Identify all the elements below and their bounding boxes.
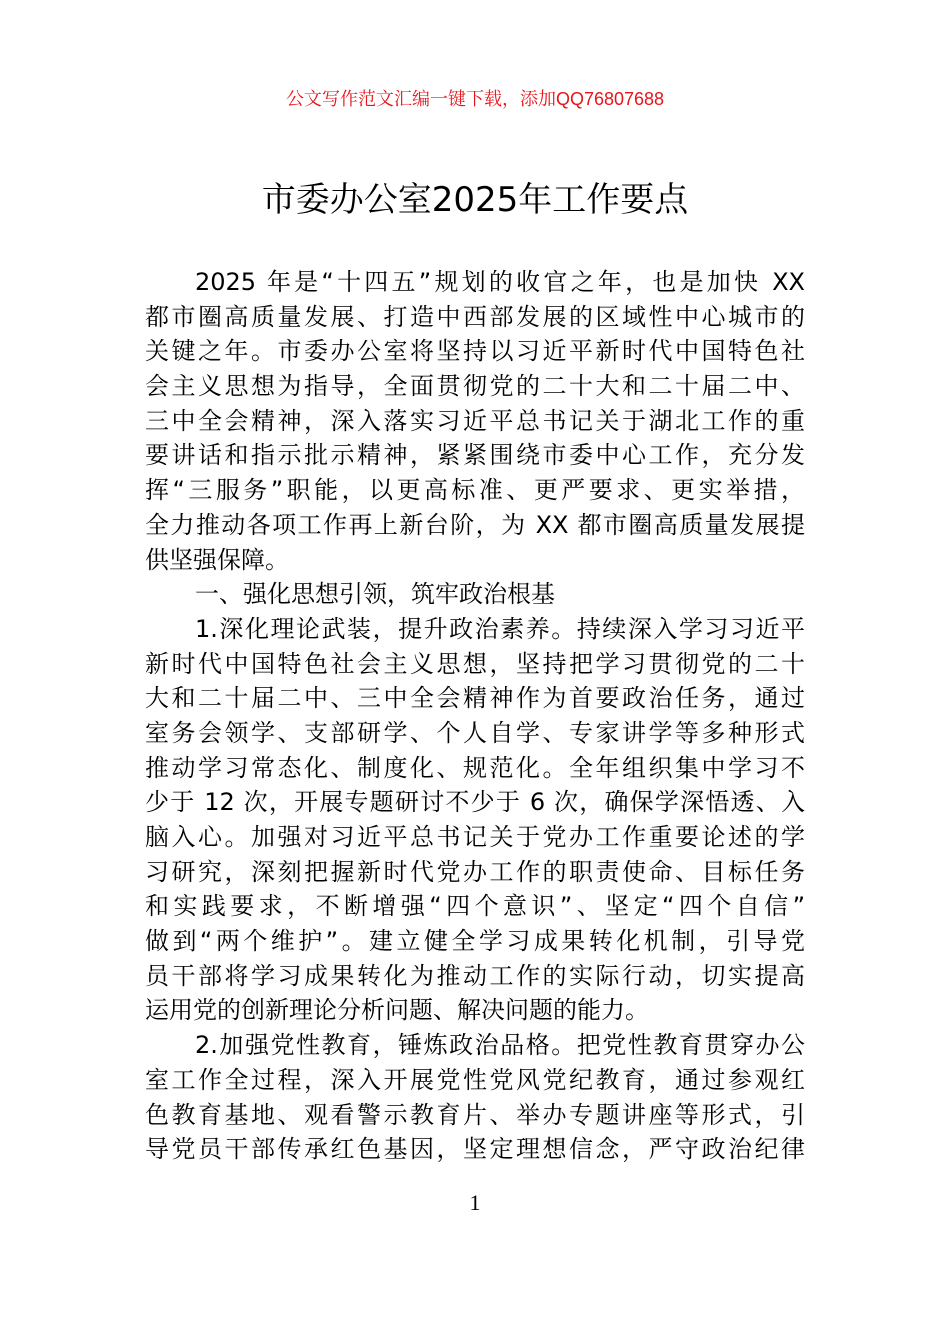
text-line: 全力推动各项工作再上新台阶，为 XX 都市圈高质量发展提 <box>145 510 805 539</box>
text-line: 员干部将学习成果转化为推动工作的实际行动，切实提高 <box>145 961 805 990</box>
text-line: 少于 12 次，开展专题研讨不少于 6 次，确保学深悟透、入 <box>145 788 805 817</box>
text-line: 色教育基地、观看警示教育片、举办专题讲座等形式，引 <box>145 1100 805 1129</box>
document-body <box>145 265 805 1167</box>
text-line: 室务会领学、支部研学、个人自学、专家讲学等多种形式 <box>145 718 805 747</box>
page-number: 1 <box>469 1190 481 1215</box>
text-line: 新时代中国特色社会主义思想，坚持把学习贯彻党的二十 <box>145 649 805 678</box>
text-line: 2.加强党性教育，锤炼政治品格。把党性教育贯穿办公 <box>195 1031 805 1060</box>
text-line: 要讲话和指示批示精神，紧紧围绕市委中心工作，充分发 <box>145 441 805 470</box>
text-line: 都市圈高质量发展、打造中西部发展的区域性中心城市的 <box>145 302 805 331</box>
document-title: 市委办公室2025年工作要点 <box>261 180 689 220</box>
text-line: 1.深化理论武装，提升政治素养。持续深入学习习近平 <box>195 614 805 643</box>
text-line: 运用党的创新理论分析问题、解决问题的能力。 <box>145 996 649 1025</box>
section-heading: 一、强化思想引领，筑牢政治根基 <box>195 580 555 609</box>
text-line: 三中全会精神，深入落实习近平总书记关于湖北工作的重 <box>145 406 805 435</box>
download-watermark-banner: 公文写作范文汇编一键下载，添加QQ76807688 <box>285 89 665 109</box>
text-line: 和实践要求，不断增强“四个意识”、坚定“四个自信” <box>145 892 805 921</box>
text-line: 做到“两个维护”。建立健全学习成果转化机制，引导党 <box>145 927 805 956</box>
text-line: 室工作全过程，深入开展党性党风党纪教育，通过参观红 <box>145 1065 805 1094</box>
text-line: 大和二十届二中、三中全会精神作为首要政治任务，通过 <box>145 684 805 713</box>
text-line: 挥“三服务”职能，以更高标准、更严要求、更实举措， <box>145 476 805 505</box>
text-line: 导党员干部传承红色基因，坚定理想信念，严守政治纪律 <box>145 1135 805 1164</box>
text-line: 推动学习常态化、制度化、规范化。全年组织集中学习不 <box>145 753 805 782</box>
text-line: 会主义思想为指导，全面贯彻党的二十大和二十届二中、 <box>145 372 805 401</box>
text-line: 关键之年。市委办公室将坚持以习近平新时代中国特色社 <box>145 337 805 366</box>
text-line: 习研究，深刻把握新时代党办工作的职责使命、目标任务 <box>145 857 805 886</box>
text-line: 2025 年是“十四五”规划的收官之年，也是加快 XX <box>195 268 805 296</box>
text-line: 脑入心。加强对习近平总书记关于党办工作重要论述的学 <box>145 823 805 851</box>
text-line: 供坚强保障。 <box>145 545 289 574</box>
